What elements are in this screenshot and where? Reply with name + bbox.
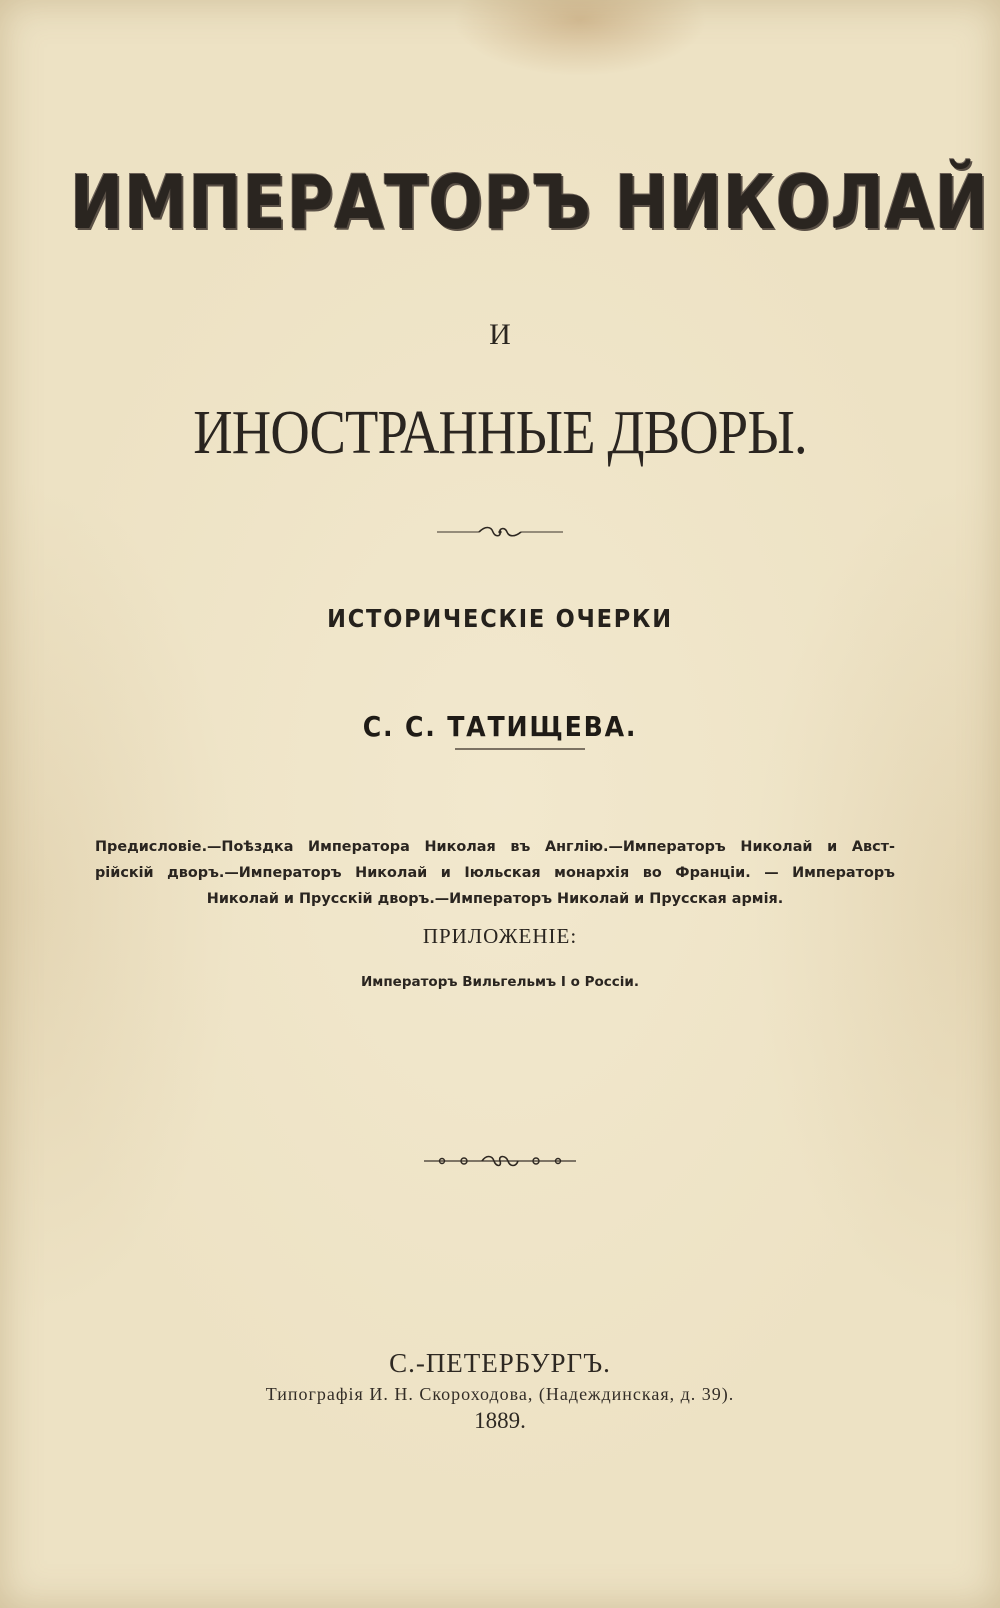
author-name: С. С. ТАТИЩЕВА. — [362, 710, 638, 743]
imprint-year: 1889. — [474, 1408, 526, 1433]
appendix-item: Императоръ Вильгельмъ I о Россіи. — [361, 974, 639, 990]
contents-line-3: Николай и Прусскій дворъ.—Императоръ Николай и Прусская армія. — [206, 891, 784, 907]
main-title-line-1: ИМПЕРАТОРЪ НИКОЛАЙ — [70, 160, 989, 246]
author-underline — [455, 748, 585, 750]
title-conjunction: И — [489, 318, 511, 351]
main-title-line-2: ИНОСТРАННЫЕ ДВОРЫ. — [193, 399, 807, 467]
contents-line-1: Предисловіе.—Поѣздка Императора Николая въ Англію.—Императоръ Николай и Авст- — [95, 839, 895, 855]
imprint-printer: Типографія И. Н. Скороходова, (Надеждинская, д. 39). — [265, 1384, 735, 1404]
contents-line-2: рійскій дворъ.—Императоръ Николай и Іюльская монархія во Франціи. — Императоръ — [95, 865, 895, 881]
imprint-city: С.-ПЕТЕРБУРГЪ. — [389, 1348, 611, 1378]
flourish-ornament-icon — [0, 524, 1000, 540]
scroll-ornament-icon — [0, 1154, 1000, 1168]
appendix-heading: ПРИЛОЖЕНІЕ: — [422, 924, 578, 948]
contents-list — [95, 834, 895, 912]
subtitle: ИСТОРИЧЕСКІЕ ОЧЕРКИ — [327, 604, 673, 633]
